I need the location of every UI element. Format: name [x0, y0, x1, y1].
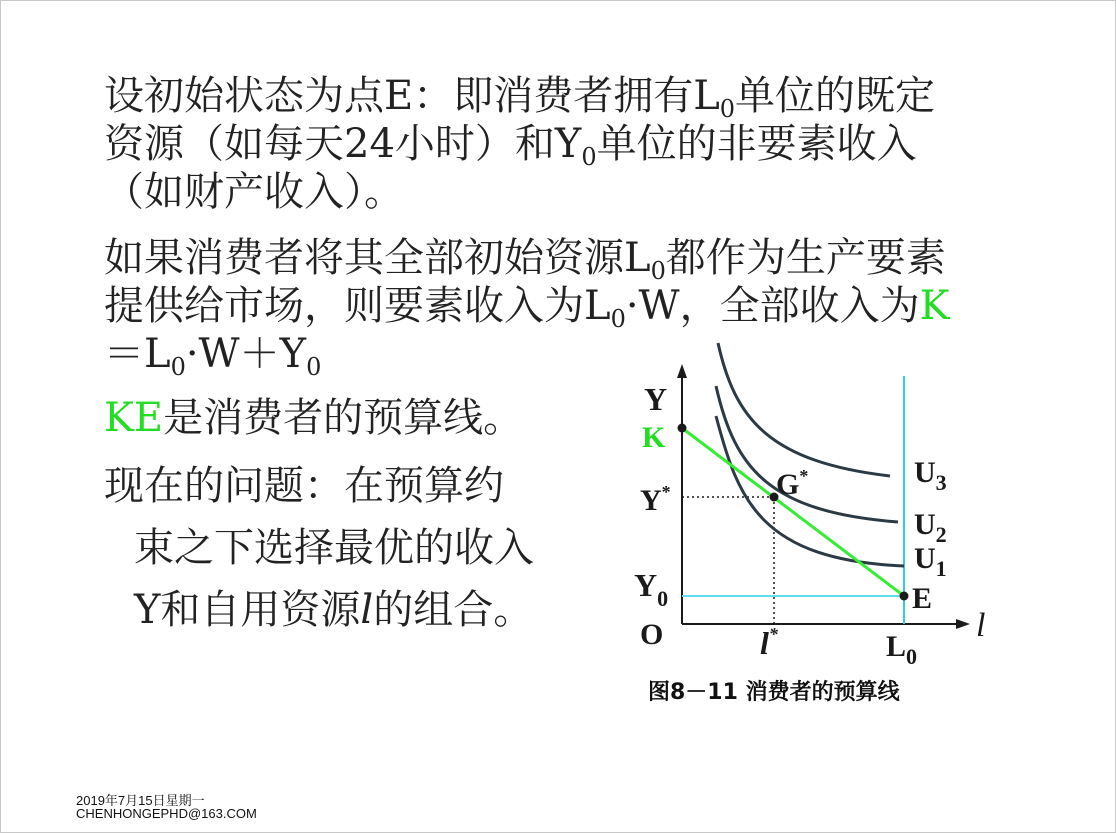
- paragraph-initial-state: [104, 72, 935, 216]
- footer-date: 2019年7月15日星期一: [76, 793, 205, 808]
- point-k: [678, 424, 687, 433]
- u1-label: $U_1$: [914, 542, 947, 581]
- ystar-label: Y*: [640, 482, 671, 517]
- para4-line3: Y和自用资源l的组合。: [134, 587, 534, 633]
- para4-line2: 束之下选择最优的收入: [134, 525, 534, 571]
- e-label: E: [912, 582, 933, 615]
- y0-label: $Y_0$: [634, 567, 669, 611]
- para2-line1: 如果消费者将其全部初始资源$L_0$都作为生产要素: [104, 235, 946, 285]
- footer-email: CHENHONGEPHD@163.COM: [76, 806, 257, 821]
- indifference-curve-u1: [716, 416, 904, 566]
- g-label: G*: [776, 466, 809, 501]
- y-axis-arrow: [677, 364, 687, 378]
- origin-label: O: [640, 618, 664, 651]
- para2-line2: 提供给市场，则要素收入为$L_0\cdot W$，全部收入为K: [104, 283, 950, 333]
- x-axis-label: l: [976, 607, 986, 644]
- y-axis-label: Y: [644, 381, 668, 417]
- l0-label: $L_0$: [886, 630, 918, 669]
- figure-caption: 图8－11 消费者的预算线: [648, 680, 900, 705]
- budget-line-diagram: [620, 330, 1020, 670]
- lstar-label: l*: [760, 624, 778, 661]
- para4-line1: 现在的问题：在预算约: [104, 463, 504, 509]
- paragraph-budget-line: KE是消费者的预算线。: [104, 395, 524, 441]
- paragraph-problem: [104, 462, 534, 634]
- x-axis-arrow: [956, 619, 970, 629]
- budget-line-ke: [682, 428, 904, 596]
- para1-line1: 设初始状态为点E：即消费者拥有$L_0$单位的既定: [104, 73, 936, 123]
- k-label: K: [642, 421, 666, 454]
- para1-line2: 资源（如每天24小时）和$Y_0$单位的非要素收入: [104, 121, 917, 171]
- para1-line3: （如财产收入）。: [104, 169, 404, 215]
- u3-label: $U_3$: [914, 456, 947, 495]
- u2-label: $U_2$: [914, 508, 947, 547]
- point-e: [900, 592, 909, 601]
- para2-line3: $=L_0\cdot W+Y_0$: [104, 331, 322, 381]
